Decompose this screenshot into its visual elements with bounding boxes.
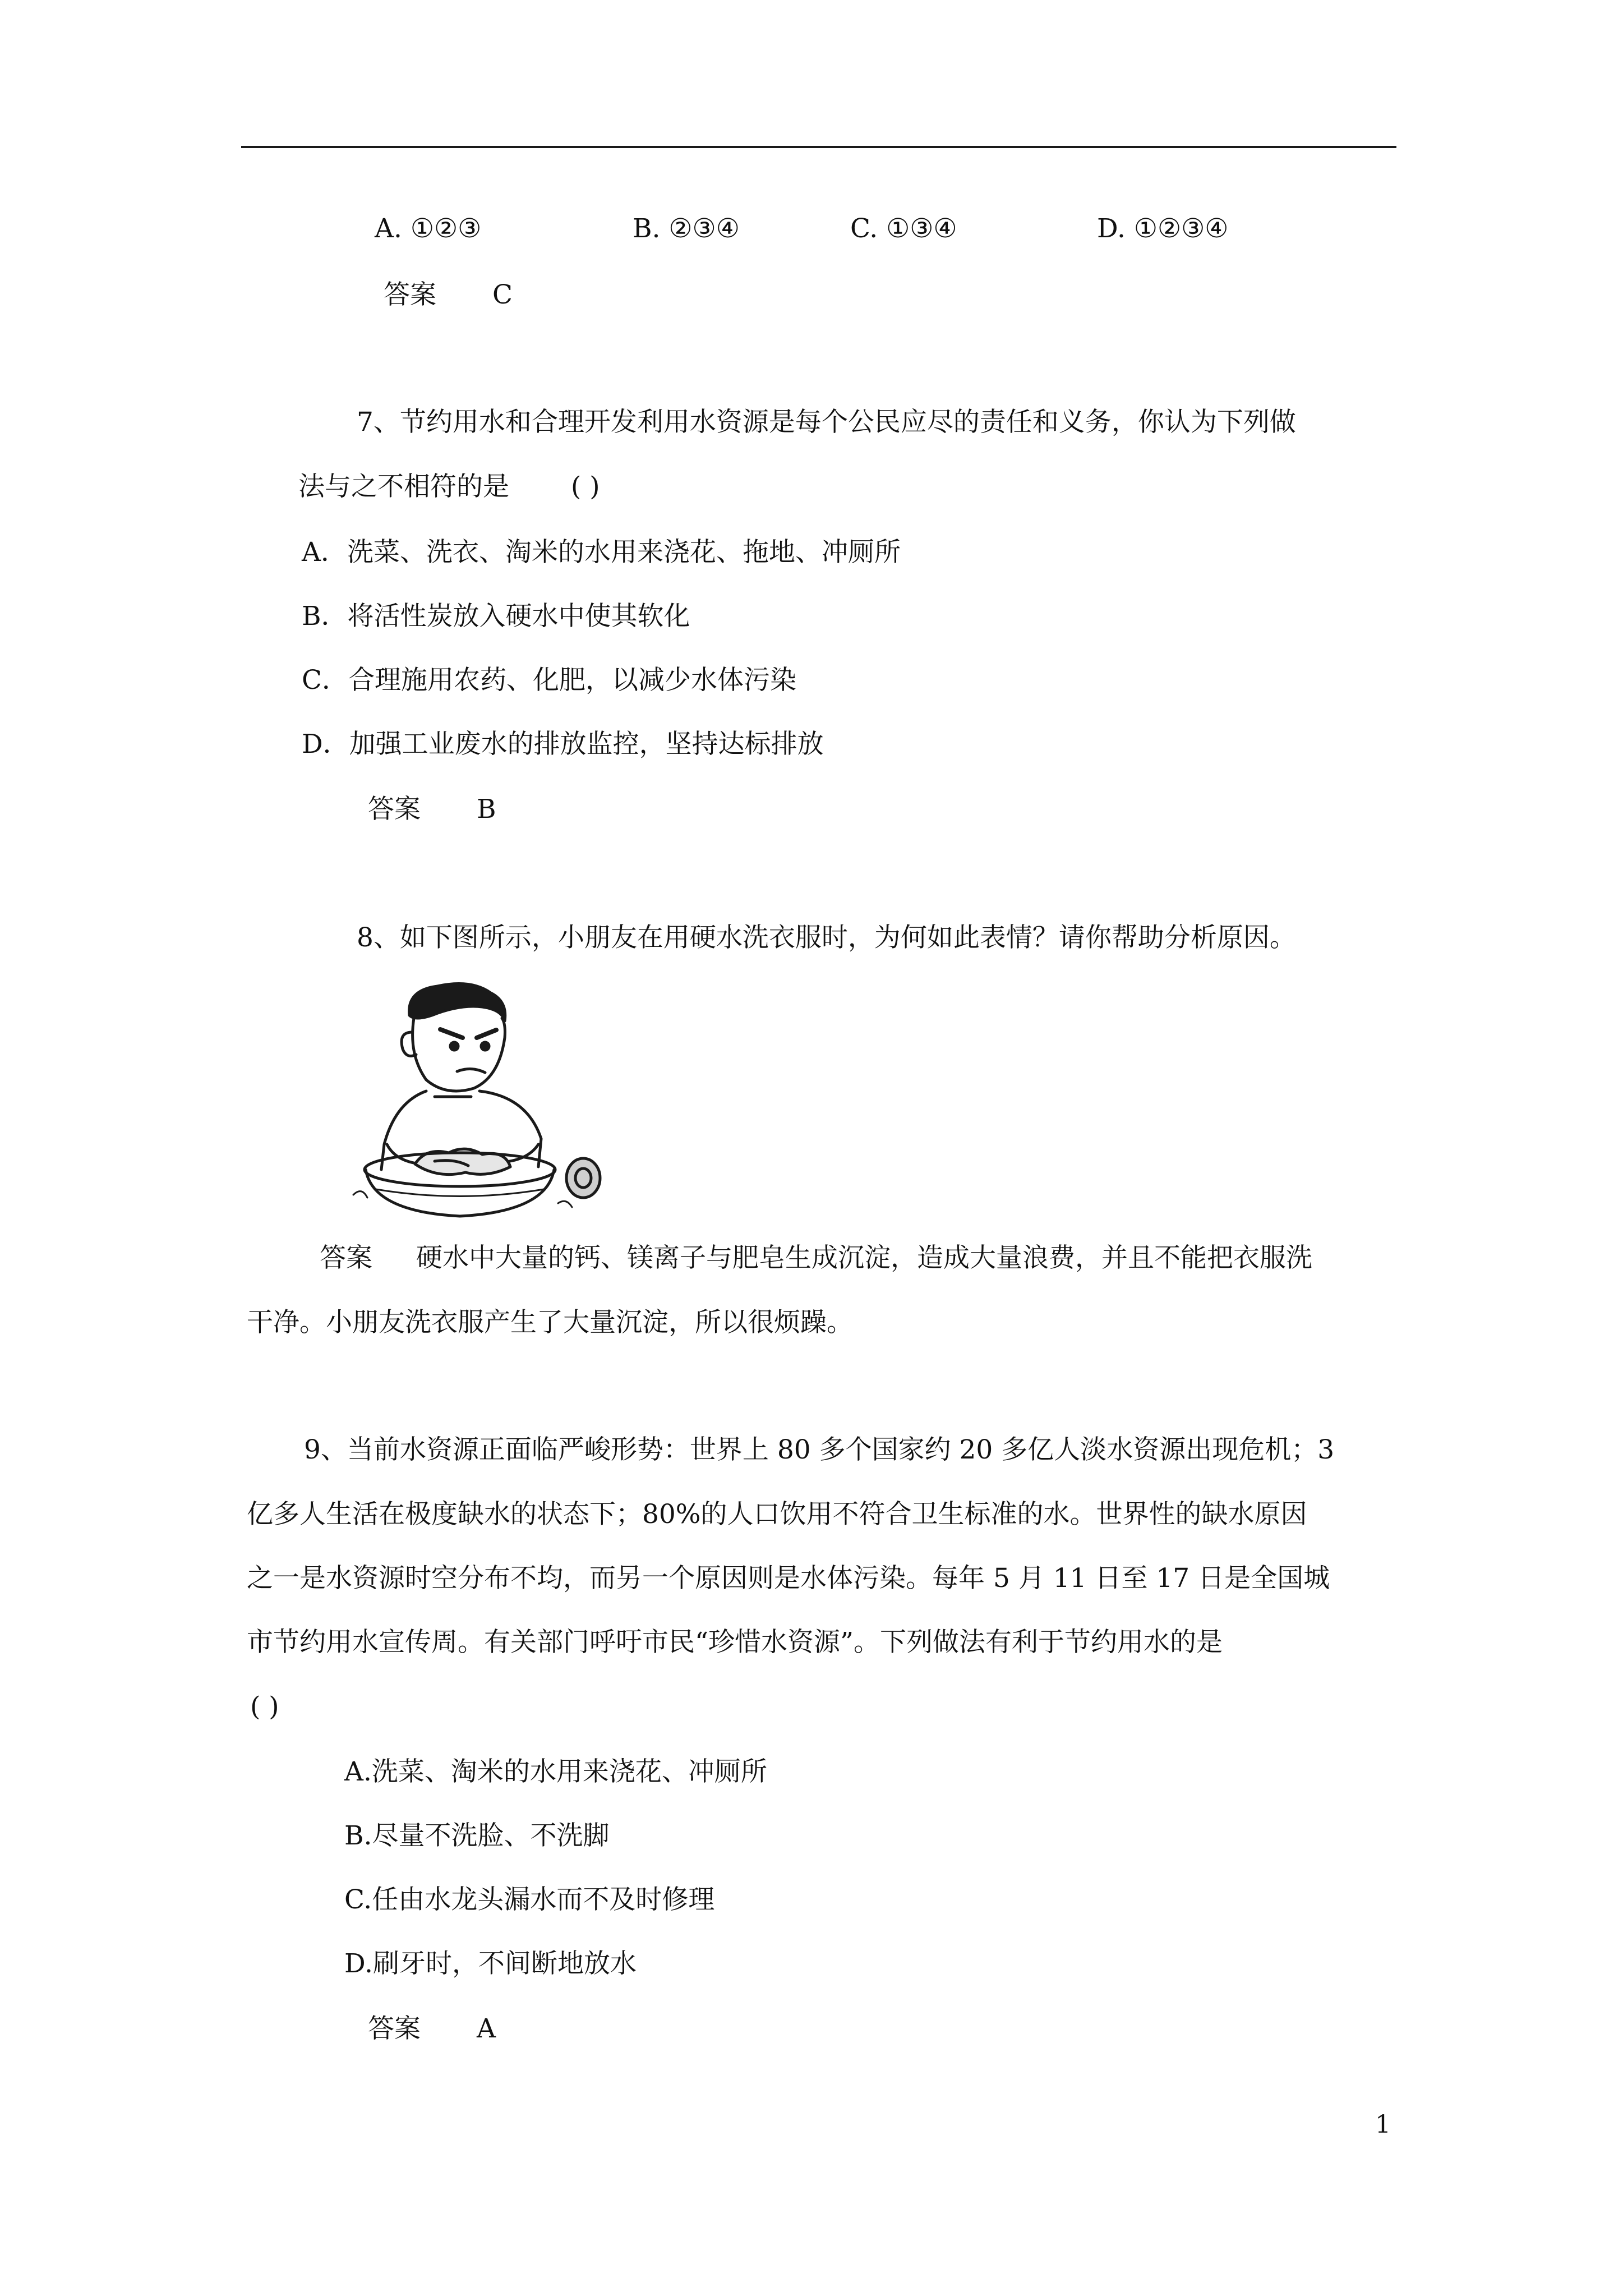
q7-stem-line-1: 7、节约用水和合理开发利用水资源是每个公民应尽的责任和义务，你认为下列做 — [357, 407, 1296, 438]
q7-option-a: A．洗菜、洗衣、淘米的水用来浇花、拖地、冲厕所 — [302, 537, 901, 568]
q7-option-b: B．将活性炭放入硬水中使其软化 — [302, 601, 690, 632]
q9-option-b: B.尽量不洗脸、不洗脚 — [344, 1820, 610, 1851]
q6-option-a: A. ①②③ — [375, 213, 482, 244]
child-washing-clothes-illustration — [342, 976, 606, 1223]
answer-label: 答案 — [320, 1243, 372, 1273]
header-rule — [241, 146, 1396, 148]
q9-stem-line-2: 亿多人生活在极度缺水的状态下；80%的人口饮用不符合卫生标准的水。世界性的缺水原因 — [247, 1499, 1307, 1530]
page-number: 1 — [1375, 2110, 1391, 2139]
q6-option-c: C. ①③④ — [850, 213, 957, 244]
answer-value: B — [477, 794, 496, 825]
q9-option-a: A.洗菜、淘米的水用来浇花、冲厕所 — [344, 1756, 767, 1787]
q6-option-b: B. ②③④ — [633, 213, 740, 244]
q8-answer-line-2: 干净。小朋友洗衣服产生了大量沉淀，所以很烦躁。 — [247, 1307, 853, 1338]
q9-answer-blank: ( ) — [250, 1691, 279, 1722]
q9-answer — [368, 2012, 496, 2046]
answer-value: C — [492, 279, 513, 310]
q6-option-d: D. ①②③④ — [1097, 213, 1229, 244]
q7-stem-line-2 — [298, 470, 600, 504]
q9-option-c: C.任由水龙头漏水而不及时修理 — [344, 1884, 715, 1915]
q8-answer-text: 硬水中大量的钙、镁离子与肥皂生成沉淀，造成大量浪费，并且不能把衣服洗 — [416, 1243, 1312, 1273]
q9-stem-line-1: 9、当前水资源正面临严峻形势：世界上 80 多个国家约 20 多亿人淡水资源出现危机；3 — [304, 1434, 1335, 1465]
answer-label: 答案 — [368, 2013, 421, 2044]
q7-option-d: D．加强工业废水的排放监控，坚持达标排放 — [302, 729, 824, 760]
q8-answer-line-1 — [320, 1241, 1312, 1275]
q9-option-d: D.刷牙时，不间断地放水 — [344, 1948, 637, 1979]
q9-stem-line-3: 之一是水资源时空分布不均，而另一个原因则是水体污染。每年 5 月 11 日至 17 日是全国城 — [247, 1563, 1330, 1594]
q7-stem-text: 法与之不相符的是 — [298, 471, 509, 502]
answer-label: 答案 — [384, 279, 436, 310]
q7-answer — [368, 793, 496, 826]
q7-answer-blank: ( ) — [571, 471, 600, 502]
q6-answer — [384, 278, 513, 312]
answer-label: 答案 — [368, 794, 421, 825]
q8-stem: 8、如下图所示，小朋友在用硬水洗衣服时，为何如此表情？请你帮助分析原因。 — [357, 922, 1296, 953]
answer-value: A — [477, 2013, 496, 2044]
q7-option-c: C．合理施用农药、化肥，以减少水体污染 — [302, 665, 796, 696]
q9-stem-line-4: 市节约用水宣传周。有关部门呼吁市民“珍惜水资源”。下列做法有利于节约用水的是 — [247, 1627, 1223, 1658]
